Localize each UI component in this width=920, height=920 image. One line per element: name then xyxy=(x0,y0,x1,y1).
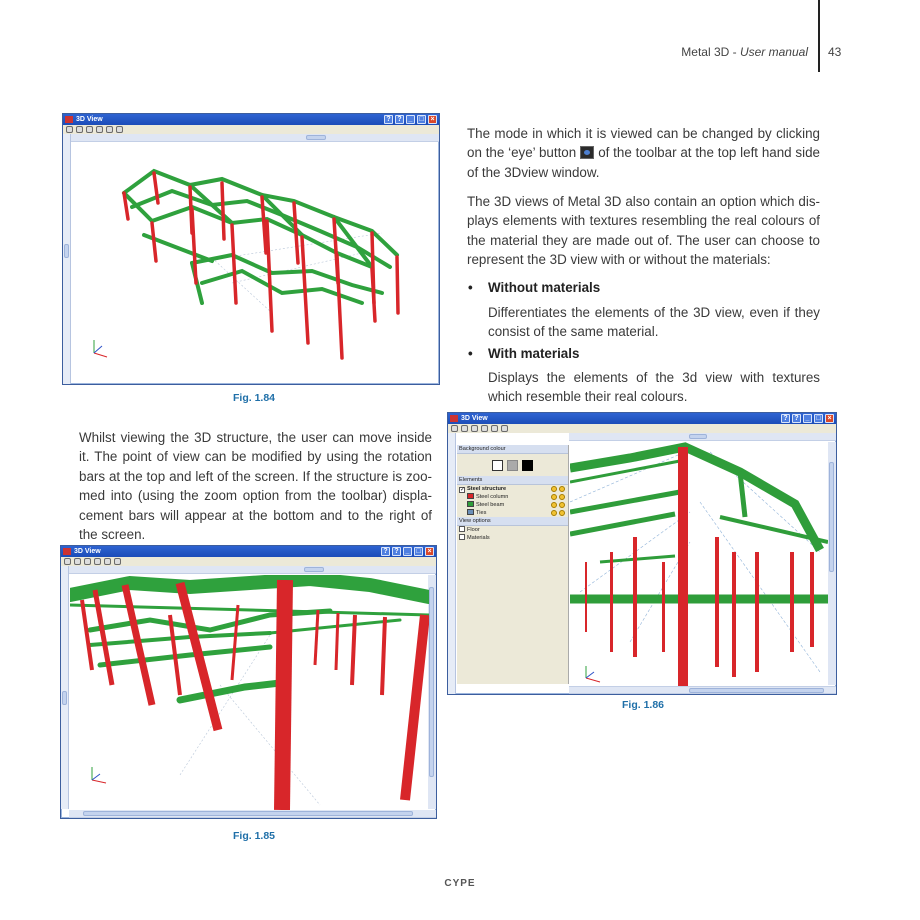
app-icon xyxy=(65,116,73,123)
bullet-with-materials xyxy=(468,346,580,361)
help-button[interactable]: ? xyxy=(781,414,790,423)
top-rotation-bar[interactable] xyxy=(71,134,439,142)
materials-label: Materials xyxy=(467,535,490,541)
edit-tool-icon[interactable] xyxy=(84,558,91,565)
left-rotation-bar[interactable] xyxy=(448,433,456,694)
help-button-2[interactable]: ? xyxy=(392,547,401,556)
paragraph-navigation: Whilst viewing the 3D structure, the user can move inside it. The point of view can be modified by using the rotation bars at the top and left of the screen. If the structure is zoo-med into (using the zoom option from the toolbar) displa-cement bars will appear at the bottom and to the right of the screen. xyxy=(79,430,432,543)
steel-structure-checkbox[interactable]: ✓ xyxy=(460,487,466,493)
steel-column-label: Steel column xyxy=(476,494,509,500)
top-rotation-bar[interactable] xyxy=(69,566,436,574)
bullet-dot: • xyxy=(468,346,473,361)
paragraph-text: The mode in which it is viewed can be changed by clicking on the ‘eye’ button xyxy=(467,126,820,161)
footer-brand: CYPE xyxy=(444,878,476,889)
app-icon xyxy=(450,415,458,422)
eye-tool-icon[interactable] xyxy=(116,126,123,133)
ties-swatch[interactable] xyxy=(467,509,474,515)
zoom-tool-icon[interactable] xyxy=(96,126,103,133)
swatch-black[interactable] xyxy=(522,460,533,471)
layers-panel xyxy=(457,445,569,684)
ties-row[interactable] xyxy=(457,509,568,517)
maximize-button[interactable]: □ xyxy=(814,414,823,423)
lock-icon[interactable] xyxy=(559,494,565,500)
rotation-bar-thumb[interactable] xyxy=(306,135,326,140)
bullet-title: With materials xyxy=(488,346,580,361)
figure-caption: Fig. 1.86 xyxy=(622,699,665,711)
swatch-white[interactable] xyxy=(492,460,503,471)
window-fig-1-84 xyxy=(62,113,440,385)
rotation-bar-thumb[interactable] xyxy=(689,434,707,439)
window-titlebar xyxy=(63,114,439,125)
left-rotation-bar[interactable] xyxy=(61,566,69,809)
window-controls xyxy=(384,115,437,124)
pan-tool-icon[interactable] xyxy=(76,126,83,133)
floor-label: Floor xyxy=(467,527,480,533)
steel-beam-row[interactable] xyxy=(457,501,568,509)
zoom-tool-icon[interactable] xyxy=(94,558,101,565)
floor-row[interactable] xyxy=(457,526,568,534)
rotate-tool-icon[interactable] xyxy=(66,126,73,133)
lock-icon[interactable] xyxy=(559,486,565,492)
window-titlebar xyxy=(448,413,836,424)
paragraph-text: of the toolbar at the top left hand side of the 3Dview window. xyxy=(467,145,820,180)
window-fig-1-85 xyxy=(60,545,437,819)
edit-tool-icon[interactable] xyxy=(86,126,93,133)
window-controls xyxy=(381,547,434,556)
bullet-without-materials xyxy=(468,280,601,295)
figure-caption: Fig. 1.84 xyxy=(233,392,276,404)
help-button[interactable]: ? xyxy=(381,547,390,556)
pan-tool-icon[interactable] xyxy=(74,558,81,565)
zoom-tool-icon[interactable] xyxy=(481,425,488,432)
hand-tool-icon[interactable] xyxy=(106,126,113,133)
right-scroll-bar[interactable] xyxy=(828,442,836,685)
steel-column-swatch[interactable] xyxy=(467,493,474,499)
top-rotation-bar[interactable] xyxy=(569,433,836,441)
paragraph-eye-button xyxy=(467,124,820,182)
swatch-grey[interactable] xyxy=(507,460,518,471)
window-titlebar xyxy=(61,546,436,557)
hand-tool-icon[interactable] xyxy=(491,425,498,432)
scroll-thumb[interactable] xyxy=(429,587,434,777)
scroll-thumb[interactable] xyxy=(83,811,413,816)
left-rotation-bar[interactable] xyxy=(63,134,71,384)
bullet-text: Displays the elements of the 3d view with textures which resemble their real colours. xyxy=(488,370,820,405)
steel-structure-row[interactable] xyxy=(457,485,568,493)
eye-tool-icon[interactable] xyxy=(114,558,121,565)
background-swatches xyxy=(457,454,568,476)
minimize-button[interactable]: _ xyxy=(803,414,812,423)
scroll-thumb[interactable] xyxy=(829,462,834,572)
view-toolbar xyxy=(63,125,439,134)
bullet-title: Without materials xyxy=(488,280,601,295)
rotate-tool-icon[interactable] xyxy=(451,425,458,432)
running-header xyxy=(681,45,808,59)
figure-caption: Fig. 1.85 xyxy=(233,830,276,842)
pan-tool-icon[interactable] xyxy=(461,425,468,432)
window-title: 3D View xyxy=(461,415,488,422)
maximize-button[interactable]: □ xyxy=(414,547,423,556)
close-button[interactable]: × xyxy=(425,547,434,556)
visibility-icon[interactable] xyxy=(551,486,557,492)
view-toolbar xyxy=(61,557,436,566)
header-title: Metal 3D - xyxy=(681,45,740,59)
window-controls xyxy=(781,414,834,423)
ties-label: Ties xyxy=(476,510,487,516)
header-title-italic: User manual xyxy=(739,45,808,59)
lock-icon[interactable] xyxy=(559,510,565,516)
paragraph-materials: The 3D views of Metal 3D also contain an option which dis-plays elements with textures resembling the real colours of the material they are made out of. The user can choose to represent the 3D view with or without the materials: xyxy=(467,194,820,268)
help-button-2[interactable]: ? xyxy=(395,115,404,124)
view-options-header: View options xyxy=(457,517,568,526)
window-fig-1-86 xyxy=(447,412,837,695)
elements-header: Elements xyxy=(457,476,568,485)
steel-column-row[interactable] xyxy=(457,493,568,501)
hand-tool-icon[interactable] xyxy=(104,558,111,565)
visibility-icon[interactable] xyxy=(551,502,557,508)
structure-3d-render[interactable] xyxy=(70,575,429,810)
structure-3d-render[interactable] xyxy=(570,442,828,686)
close-button[interactable]: × xyxy=(825,414,834,423)
bottom-scroll-bar[interactable] xyxy=(569,686,836,694)
rotation-bar-thumb[interactable] xyxy=(64,244,69,258)
visibility-icon[interactable] xyxy=(551,510,557,516)
scroll-thumb[interactable] xyxy=(689,688,824,693)
background-colour-header: Background colour xyxy=(457,445,568,454)
right-scroll-bar[interactable] xyxy=(428,575,436,809)
steel-beam-label: Steel beam xyxy=(476,502,505,508)
steel-structure-label: Steel structure xyxy=(467,486,507,492)
bottom-scroll-bar[interactable] xyxy=(69,810,436,818)
app-icon xyxy=(63,548,71,555)
rotate-tool-icon[interactable] xyxy=(64,558,71,565)
rotation-bar-thumb[interactable] xyxy=(62,691,67,705)
view-toolbar xyxy=(448,424,836,433)
floor-checkbox[interactable] xyxy=(459,526,465,532)
header-divider xyxy=(818,0,820,72)
bullet-text: Differentiates the elements of the 3D view, even if they consist of the same material. xyxy=(488,305,820,340)
rotation-bar-thumb[interactable] xyxy=(304,567,324,572)
help-button[interactable]: ? xyxy=(384,115,393,124)
window-title: 3D View xyxy=(76,116,103,123)
minimize-button[interactable]: _ xyxy=(403,547,412,556)
eye-tool-icon[interactable] xyxy=(501,425,508,432)
visibility-icon[interactable] xyxy=(551,494,557,500)
help-button-2[interactable]: ? xyxy=(792,414,801,423)
edit-tool-icon[interactable] xyxy=(471,425,478,432)
eye-icon xyxy=(580,146,594,159)
page-number: 43 xyxy=(828,45,842,59)
minimize-button[interactable]: _ xyxy=(406,115,415,124)
structure-3d-render[interactable] xyxy=(72,143,439,384)
bullet-dot: • xyxy=(468,280,473,295)
steel-beam-swatch[interactable] xyxy=(467,501,474,507)
maximize-button[interactable]: □ xyxy=(417,115,426,124)
materials-row[interactable] xyxy=(457,534,568,542)
lock-icon[interactable] xyxy=(559,502,565,508)
window-title: 3D View xyxy=(74,548,101,555)
materials-checkbox[interactable] xyxy=(459,534,465,540)
close-button[interactable]: × xyxy=(428,115,437,124)
